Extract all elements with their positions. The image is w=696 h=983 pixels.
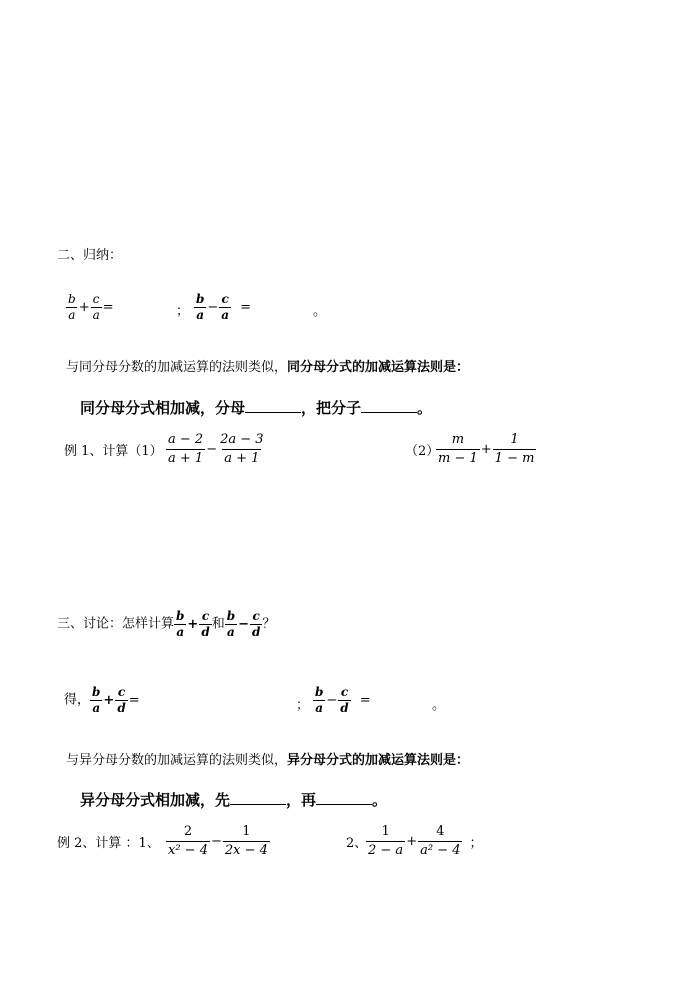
fraction: $\frac{2a - 3}{a + 1}$	[220, 432, 264, 466]
example1-expression2: $\frac{m}{m - 1}$ + $\frac{1}{1 - m}$	[438, 432, 535, 466]
s3-semicolon: ；	[296, 698, 310, 713]
fraction: $\frac{c}{d}$	[117, 685, 126, 715]
fraction: $\frac{b}{a}$	[68, 292, 76, 322]
example1-label2: （2）	[405, 444, 440, 459]
s2-formula2: $\frac{b}{a}$ − $\frac{c}{a}$ =	[196, 292, 251, 322]
s3-law: 异分母分式相加减，先 ，再 。	[80, 791, 388, 809]
s2-rule: 与同分母分数的加减运算的法则类似，同分母分式的加减运算法则是：	[66, 360, 470, 375]
fraction: $\frac{c}{d}$	[340, 685, 349, 715]
example1-expression1: $\frac{a - 2}{a + 1}$ − $\frac{2a - 3}{a + 1}$	[168, 432, 264, 466]
s3-period: 。	[432, 698, 446, 713]
blank-field[interactable]	[230, 804, 286, 805]
fraction: $\frac{c}{a}$	[92, 292, 100, 322]
blank-field[interactable]	[361, 412, 417, 413]
s2-period: 。	[313, 304, 327, 319]
blank-field[interactable]	[316, 804, 372, 805]
example2-label2: 2、	[346, 836, 368, 851]
s3-rule: 与异分母分数的加减运算的法则类似，异分母分式的加减运算法则是：	[66, 753, 470, 768]
fraction: $\frac{1}{2x - 4}$	[224, 824, 268, 858]
example2-label: 例 2、计算 ：1、	[57, 836, 160, 851]
blank-field[interactable]	[245, 412, 301, 413]
s3-formula2: $\frac{b}{a}$ − $\frac{c}{d}$ =	[315, 685, 371, 715]
s3-formula1: 得， $\frac{b}{a}$ + $\frac{c}{d}$ =	[64, 685, 140, 715]
fraction: $\frac{b}{a}$	[176, 609, 185, 639]
fraction: $\frac{c}{a}$	[221, 292, 230, 322]
example2-expression1: $\frac{2}{\text{x² − 4}}$ − $\frac{1}{2x - 4}$	[168, 824, 268, 858]
s2-semicolon: ；	[176, 304, 190, 319]
fraction: $\frac{1}{1 - m}$	[494, 432, 535, 466]
example1-label: 例 1、计算（1）	[64, 444, 163, 459]
section3-heading: 三、讨论：怎样计算 $\frac{b}{a}$ + $\frac{c}{d}$ 和 $\frac{b}{a}$ − $\frac{c}{d}$ ？	[57, 609, 276, 639]
example2-expression2: $\frac{1}{2 - a}$ + $\frac{4}{\text{a² − 4}}$ ；	[368, 824, 483, 858]
fraction: $\frac{c}{d}$	[201, 609, 210, 639]
fraction: $\frac{b}{a}$	[92, 685, 101, 715]
s2-law: 同分母分式相加减，分母 ，把分子 。	[80, 399, 433, 417]
fraction: $\frac{1}{2 - a}$	[368, 824, 404, 858]
fraction: $\frac{b}{a}$	[315, 685, 324, 715]
fraction: $\frac{b}{a}$	[196, 292, 205, 322]
s2-formula1: $\frac{b}{a}$ + $\frac{c}{a}$ =	[68, 292, 114, 322]
fraction: $\frac{c}{d}$	[252, 609, 261, 639]
fraction: $\frac{a - 2}{a + 1}$	[168, 432, 204, 466]
fraction: $\frac{b}{a}$	[226, 609, 236, 639]
fraction: $\frac{2}{\text{x² − 4}}$	[168, 824, 208, 858]
fraction: $\frac{m}{m - 1}$	[438, 432, 478, 466]
section2-heading: 二、归纳：	[57, 248, 123, 263]
fraction: $\frac{4}{\text{a² − 4}}$	[420, 824, 461, 858]
